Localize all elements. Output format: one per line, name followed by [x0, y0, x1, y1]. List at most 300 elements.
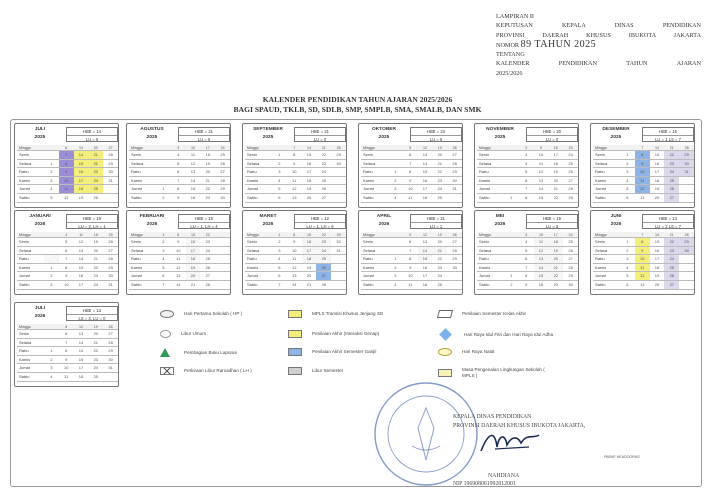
- day-name: Minggu: [247, 233, 259, 237]
- day-name: Sabtu: [131, 194, 142, 200]
- date-cell: 9: [635, 160, 650, 168]
- date-cell: 3: [626, 256, 629, 262]
- date-cell: 17: [74, 177, 89, 185]
- date-cell: 11: [538, 160, 544, 166]
- month-name: [593, 213, 639, 230]
- day-row: [477, 247, 578, 256]
- hbe-count: HBE = 14: [67, 128, 117, 136]
- day-row: [477, 151, 578, 160]
- date-cell: 13: [639, 194, 645, 200]
- date-cell: 1: [278, 233, 281, 237]
- date-cell: [44, 232, 59, 237]
- date-cell: 5: [65, 325, 68, 329]
- month-januari-2026: [14, 210, 119, 295]
- date-cell: 19: [654, 186, 660, 192]
- date-cell: 17: [654, 169, 660, 175]
- hbe-count: HBE = 13: [67, 307, 117, 315]
- date-cell: 6: [626, 194, 629, 200]
- day-rows: [593, 145, 694, 203]
- month-header: [17, 213, 118, 230]
- date-cell: 3: [278, 169, 281, 175]
- date-cell: 26: [108, 325, 113, 329]
- day-row: [17, 281, 118, 290]
- day-name: Rabu: [131, 256, 141, 262]
- day-name: Selasa: [247, 160, 260, 166]
- day-row: [245, 194, 346, 203]
- date-cell: [504, 264, 519, 272]
- day-name: Kamis: [595, 264, 607, 270]
- date-cell: 25: [664, 264, 679, 272]
- date-cell: 22: [437, 256, 443, 262]
- date-cell: 14: [422, 160, 428, 166]
- date-cell: 17: [422, 186, 428, 192]
- date-cell: 14: [190, 177, 196, 183]
- date-cell: 22: [664, 151, 679, 159]
- day-name: Minggu: [363, 233, 375, 237]
- day-name: Selasa: [595, 160, 608, 166]
- date-cell: 1: [394, 169, 397, 175]
- lu-count: LU = 1 LS = 7: [655, 137, 681, 142]
- month-year: 2026: [378, 222, 390, 227]
- day-row: [17, 185, 118, 194]
- lu-count: LU = 0: [429, 137, 443, 142]
- month-oktober-2025: [358, 123, 463, 208]
- date-cell: 9: [409, 177, 412, 183]
- day-rows: [129, 232, 230, 290]
- date-cell: 24: [437, 186, 443, 192]
- date-cell: 29: [108, 264, 113, 270]
- date-cell: 18: [186, 255, 201, 263]
- date-cell: 21: [88, 151, 103, 159]
- date-cell: 11: [176, 256, 181, 262]
- date-cell: 1: [626, 152, 629, 157]
- date-cell: 1: [162, 186, 165, 192]
- date-cell: 29: [568, 273, 573, 279]
- day-row: [477, 177, 578, 186]
- day-name: Sabtu: [19, 373, 30, 379]
- hbe-count: HBE = 21: [411, 215, 461, 223]
- day-name: Minggu: [595, 233, 607, 237]
- month-label: OKTOBER: [372, 127, 396, 132]
- date-cell: 9: [65, 356, 68, 362]
- date-cell: [44, 145, 59, 150]
- day-row: [593, 177, 694, 186]
- day-name: Minggu: [363, 146, 375, 150]
- date-cell: 20: [93, 331, 99, 336]
- day-name: Kamis: [247, 264, 259, 270]
- date-cell: 9: [539, 146, 542, 150]
- date-cell: 30: [452, 177, 457, 183]
- date-cell: 18: [306, 177, 312, 183]
- date-cell: 11: [534, 238, 549, 246]
- day-row: [477, 264, 578, 273]
- day-name: Kamis: [19, 356, 31, 362]
- date-cell: 9: [177, 194, 180, 200]
- day-row: [593, 194, 694, 203]
- date-cell: 23: [93, 273, 99, 279]
- month-header: [593, 213, 694, 230]
- date-cell: 14: [538, 186, 544, 192]
- handwritten-signature: [477, 427, 543, 457]
- date-cell: 16: [654, 160, 660, 166]
- date-cell: 18: [422, 281, 428, 287]
- date-cell: 21: [437, 160, 443, 166]
- day-row: [17, 247, 118, 256]
- day-row: [129, 238, 230, 247]
- date-cell: 8: [409, 169, 412, 175]
- date-cell: [103, 373, 118, 381]
- day-row: [593, 151, 694, 160]
- day-row: [593, 247, 694, 256]
- day-name: Sabtu: [247, 194, 258, 200]
- day-name: Minggu: [19, 233, 31, 237]
- month-year: 2026: [610, 222, 622, 227]
- legend-text: Masa Pengenalan Lingkungan Sekolah ( MPLS ): [462, 367, 545, 378]
- day-name: Sabtu: [247, 281, 258, 287]
- date-cell: 31: [108, 281, 113, 287]
- date-cell: 1: [394, 256, 397, 262]
- date-cell: 27: [321, 194, 327, 200]
- date-cell: [447, 281, 462, 289]
- date-cell: 24: [220, 146, 225, 150]
- date-cell: 30: [568, 281, 573, 287]
- day-row: [17, 255, 118, 264]
- date-cell: 19: [306, 264, 312, 270]
- date-cell: 9: [409, 264, 412, 270]
- date-cell: 27: [316, 272, 331, 280]
- day-name: Jumat: [479, 186, 490, 192]
- lampiran-nomor: [496, 40, 701, 50]
- date-cell: 8: [409, 256, 412, 262]
- hbe-count: HBE = 23: [411, 128, 461, 136]
- date-cell: 6: [409, 152, 412, 157]
- date-cell: 11: [79, 233, 83, 237]
- day-row: [129, 264, 230, 273]
- lu-count: LU = 0: [197, 137, 211, 142]
- date-cell: 1: [510, 194, 513, 200]
- month-summary: [66, 306, 118, 321]
- signer-office: PROVINSI DAERAH KHUSUS IBUKOTA JAKARTA,: [453, 422, 586, 429]
- legend-item: [438, 330, 554, 339]
- date-cell: 29: [452, 256, 457, 262]
- date-cell: 18: [553, 160, 559, 166]
- date-cell: 3: [162, 247, 165, 253]
- day-name: Rabu: [595, 169, 605, 175]
- date-cell: 14: [291, 281, 297, 287]
- date-cell: 10: [635, 255, 650, 263]
- date-cell: 6: [525, 177, 528, 183]
- date-cell: 14: [74, 151, 89, 159]
- date-cell: 29: [452, 169, 457, 175]
- day-name: Jumat: [19, 273, 30, 279]
- day-name: Selasa: [19, 339, 32, 345]
- day-row: [593, 281, 694, 290]
- day-row: [361, 281, 462, 290]
- date-cell: [272, 145, 287, 150]
- day-row: [593, 185, 694, 194]
- date-cell: 28: [108, 339, 113, 345]
- date-cell: 11: [408, 281, 413, 287]
- date-cell: 16: [302, 238, 317, 246]
- date-cell: 29: [108, 348, 113, 354]
- day-row: [129, 160, 230, 169]
- signer-nip: NIP 196908061992012001: [453, 481, 516, 487]
- date-cell: 19: [93, 325, 98, 329]
- date-cell: 26: [664, 272, 679, 280]
- date-cell: 10: [63, 281, 69, 287]
- date-cell: 22: [664, 238, 679, 246]
- day-name: Kamis: [131, 264, 143, 270]
- date-cell: 24: [664, 168, 679, 176]
- date-cell: 11: [292, 256, 297, 262]
- date-cell: 23: [93, 356, 99, 362]
- month-summary: [294, 127, 346, 142]
- day-name: Senin: [131, 239, 142, 244]
- legend-item: [288, 310, 402, 318]
- day-name: Minggu: [19, 325, 31, 329]
- month-year: 2025: [146, 135, 158, 140]
- day-row: [361, 247, 462, 256]
- hbe-count: HBE = 21: [295, 128, 345, 136]
- date-cell: 28: [452, 247, 457, 253]
- date-cell: 2: [626, 247, 629, 253]
- date-cell: [504, 255, 519, 263]
- date-cell: 25: [664, 177, 679, 185]
- date-cell: 2: [394, 177, 397, 183]
- day-name: Rabu: [131, 169, 141, 175]
- date-cell: 20: [654, 281, 660, 287]
- legend-item: [438, 348, 552, 356]
- date-cell: 29: [679, 151, 694, 159]
- ring-icon: [438, 348, 452, 356]
- date-cell: 16: [553, 146, 558, 150]
- date-cell: 27: [568, 256, 573, 262]
- day-name: Senin: [363, 239, 374, 244]
- date-cell: 27: [452, 152, 457, 157]
- date-cell: 22: [437, 169, 443, 175]
- day-row: [477, 272, 578, 281]
- date-cell: [679, 194, 694, 202]
- day-name: Minggu: [131, 233, 143, 237]
- date-cell: 26: [220, 160, 225, 166]
- legend-item: [438, 367, 552, 379]
- date-cell: 24: [321, 169, 327, 175]
- date-cell: 28: [205, 281, 211, 287]
- date-cell: 16: [78, 273, 84, 279]
- date-cell: 3: [626, 169, 629, 175]
- day-name: Sabtu: [479, 194, 490, 200]
- date-cell: 19: [186, 264, 201, 272]
- date-cell: 8: [635, 238, 650, 246]
- legend-text: MPLS Transisi Khusus Jenjang SD: [312, 311, 384, 316]
- date-cell: 27: [205, 273, 211, 279]
- date-cell: 16: [422, 177, 428, 183]
- day-row: [361, 272, 462, 281]
- date-cell: 4: [626, 177, 629, 183]
- month-label: JANUARI: [29, 214, 51, 219]
- date-cell: 8: [59, 160, 74, 168]
- date-cell: 6: [162, 273, 165, 279]
- date-cell: [447, 194, 462, 202]
- date-cell: 12: [78, 239, 84, 244]
- day-row: [17, 347, 118, 356]
- month-name: [593, 126, 639, 143]
- date-cell: 7: [293, 146, 296, 150]
- date-cell: 24: [205, 247, 211, 253]
- date-cell: 7: [59, 151, 74, 159]
- date-cell: [504, 247, 519, 255]
- month-year: 2025: [610, 135, 622, 140]
- day-name: Sabtu: [363, 194, 374, 200]
- date-cell: 3: [50, 281, 53, 287]
- date-cell: 14: [175, 281, 181, 287]
- date-cell: 15: [534, 272, 549, 280]
- day-name: Senin: [19, 239, 30, 244]
- date-cell: 5: [162, 264, 165, 270]
- date-cell: 26: [93, 194, 99, 200]
- day-name: Senin: [19, 152, 30, 157]
- date-cell: 15: [78, 348, 84, 354]
- date-cell: 20: [93, 146, 98, 150]
- date-cell: 8: [635, 151, 650, 159]
- date-cell: 27: [108, 247, 113, 253]
- date-cell: 18: [302, 255, 317, 263]
- calendar-subtitle: BAGI SPAUD, TKLB, SD, SDLB, SMP, SMPLB, SMA, SMALB, DAN SMK: [233, 105, 482, 114]
- day-name: Kamis: [363, 264, 375, 270]
- month-label: AGUSTUS: [140, 127, 164, 132]
- day-rows: [245, 232, 346, 290]
- date-cell: 18: [93, 233, 98, 237]
- parallelogram-icon: [437, 310, 453, 318]
- day-name: Selasa: [479, 247, 492, 253]
- date-cell: 7: [278, 281, 281, 287]
- date-cell: 7: [641, 233, 644, 237]
- date-cell: 8: [293, 152, 296, 157]
- date-cell: 31: [679, 168, 694, 176]
- day-rows: [593, 232, 694, 290]
- day-row: [593, 272, 694, 281]
- date-cell: 6: [65, 146, 68, 150]
- month-summary: [526, 127, 578, 142]
- date-cell: [388, 238, 403, 246]
- date-cell: 19: [654, 273, 660, 279]
- date-cell: 10: [63, 365, 69, 371]
- date-cell: 3: [394, 273, 397, 279]
- date-cell: 12: [534, 247, 549, 255]
- day-name: Minggu: [19, 146, 31, 150]
- day-name: Senin: [363, 152, 374, 157]
- date-cell: [331, 177, 346, 185]
- day-name: Selasa: [131, 247, 144, 253]
- date-cell: 13: [291, 273, 297, 279]
- official-stamp: [372, 380, 480, 488]
- date-cell: 22: [553, 194, 559, 200]
- day-row: [17, 151, 118, 160]
- date-cell: 5: [177, 160, 180, 166]
- day-row: [477, 160, 578, 169]
- day-row: [361, 185, 462, 194]
- date-cell: 30: [108, 356, 113, 362]
- date-cell: 7: [65, 339, 68, 345]
- date-cell: 11: [64, 373, 69, 379]
- date-cell: 25: [316, 255, 331, 263]
- date-cell: 22: [88, 160, 103, 168]
- date-cell: 3: [525, 233, 528, 237]
- date-cell: [504, 151, 519, 159]
- month-label: MARET: [259, 214, 277, 219]
- date-cell: [44, 247, 59, 255]
- date-cell: 1: [510, 273, 513, 279]
- date-cell: [331, 168, 346, 176]
- date-cell: 24: [93, 365, 99, 371]
- date-cell: 10: [190, 146, 195, 150]
- day-row: [361, 264, 462, 273]
- day-row: [361, 177, 462, 186]
- day-name: Selasa: [19, 160, 32, 166]
- date-cell: 1: [162, 233, 165, 237]
- date-cell: [215, 255, 230, 263]
- date-cell: 12: [190, 160, 196, 166]
- day-name: Sabtu: [595, 194, 606, 200]
- date-cell: 20: [437, 152, 443, 157]
- date-cell: 8: [525, 273, 528, 279]
- day-row: [245, 238, 346, 247]
- day-name: Kamis: [595, 177, 607, 183]
- day-name: Jumat: [479, 273, 490, 279]
- day-name: Senin: [595, 152, 606, 157]
- date-cell: 4: [50, 186, 53, 192]
- day-row: [361, 168, 462, 177]
- month-header: [361, 126, 462, 143]
- date-cell: 22: [93, 264, 99, 270]
- date-cell: 1: [50, 160, 53, 166]
- date-cell: 5: [65, 239, 68, 244]
- legend-text: Hari Raya Natal: [462, 349, 495, 354]
- date-cell: 7: [525, 264, 528, 270]
- day-row: [17, 356, 118, 365]
- date-cell: 21: [553, 186, 559, 192]
- date-cell: 5: [50, 194, 53, 200]
- paraf-note: PARAF HEADOORAS: [604, 455, 640, 459]
- oval-icon: [160, 310, 174, 318]
- date-cell: 20: [306, 273, 312, 279]
- grey-box-icon: [288, 367, 302, 375]
- date-cell: 14: [534, 264, 549, 272]
- month-name: [17, 305, 63, 322]
- date-cell: 7: [65, 256, 68, 262]
- legend-item: [288, 348, 402, 356]
- month-name: [17, 126, 63, 143]
- day-row: [477, 168, 578, 177]
- day-name: Jumat: [131, 273, 142, 279]
- date-cell: [679, 272, 694, 280]
- date-cell: 19: [306, 186, 312, 192]
- month-label: JULI: [34, 127, 46, 132]
- day-name: Minggu: [131, 146, 143, 150]
- day-row: [17, 160, 118, 169]
- date-cell: 6: [525, 256, 528, 262]
- date-cell: 26: [452, 146, 457, 150]
- month-desember-2025: [590, 123, 695, 208]
- month-label: SEPTEMBER: [253, 127, 283, 132]
- date-cell: 26: [321, 186, 327, 192]
- date-cell: 12: [422, 233, 427, 237]
- date-cell: 11: [190, 152, 196, 157]
- date-cell: 17: [302, 247, 317, 255]
- date-cell: 29: [679, 238, 694, 246]
- date-cell: 17: [654, 256, 660, 262]
- date-cell: 22: [93, 348, 99, 354]
